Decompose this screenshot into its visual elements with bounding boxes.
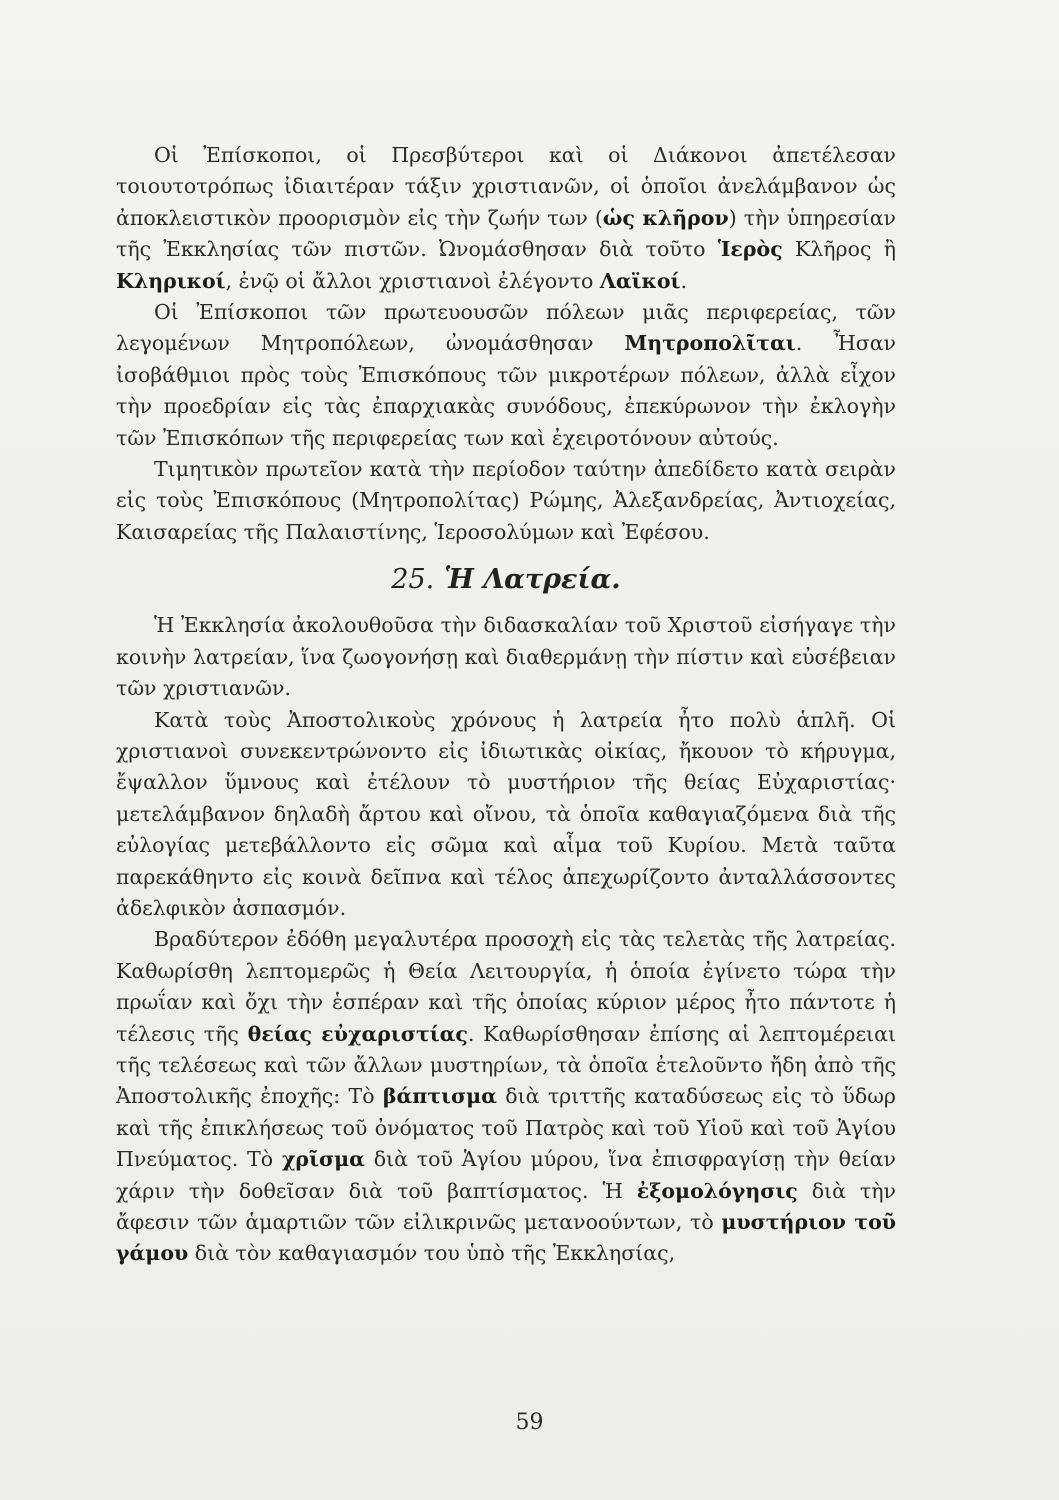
body-text [116,140,896,1270]
paragraph [116,705,896,925]
bold-term: χρῖσμα [281,1147,365,1172]
section-number: 25. [391,564,435,596]
bold-term: θείας εὐχαριστίας [247,1021,468,1046]
bold-term: βάπτισμα [382,1084,497,1109]
bold-term: Λαϊκοί [599,268,681,293]
bold-term: ὡς κλῆρον [602,205,729,230]
text-run: Τιμητικὸν πρωτεῖον κατὰ τὴν περίοδον ταύτην ἀπεδίδετο κατὰ σειρὰν εἰς τοὺς Ἐπισκόπους (Μητροπολίτας) Ρώμης, Ἀλεξανδρείας, Ἀντιοχείας, Καισαρείας τῆς Παλαιστίνης, Ἱεροσολύμων καὶ Ἐφέσου. [116,457,896,544]
paragraph [116,140,896,297]
bold-term: Ἱερὸς [717,237,783,262]
page-number: 59 [515,1410,544,1435]
section-title: Ἡ Λατρεία. [444,564,621,596]
text-run: . Ἦσαν ἰσοβάθμιοι πρὸς τοὺς Ἐπισκόπους τῶν μικροτέρων πόλεων, ἀλλὰ εἶχον τὴν προεδρίαν εἰς τὰς ἐπαρχιακὰς συνόδους, ἐπεκύρωνον τὴν ἐκλογὴν τῶν Ἐπισκόπων τῆς περιφερείας των καὶ ἐχειροτόνουν αὐτούς. [116,331,896,450]
paragraph [116,924,896,1269]
text-run: Οἱ Ἐπίσκοποι τῶν πρωτευουσῶν πόλεων μιᾶς περιφερείας, τῶν λεγομένων Μητροπόλεων, ὠνομάσθησαν [116,300,896,356]
paragraph [116,297,896,454]
section-heading [116,564,896,596]
text-run: Βραδύτερον ἐδόθη μεγαλυτέρα προσοχὴ εἰς τὰς τελετὰς τῆς λατρείας. Καθωρίσθη λεπτομερῶς ἡ Θεία Λειτουργία, ἡ ὁποία ἐγίνετο τώρα τὴν πρωΐαν καὶ ὄχι τὴν ἑσπέραν καὶ τῆς ὁποίας κύριον μέρος ἦτο πάντοτε ἡ τέλεσις τῆς [116,927,896,1046]
paragraph [116,610,896,704]
text-run: Κλῆρος ἢ [782,237,896,262]
text-run: διὰ τοῦ Ἁγίου μύρου, ἵνα ἐπισφραγίσῃ τὴν θείαν χάριν τὴν δοθεῖσαν διὰ τοῦ βαπτίσματος. Ἡ [116,1147,896,1203]
section-25-body [116,610,896,1270]
text-run: Κατὰ τοὺς Ἀποστολικοὺς χρόνους ἡ λατρεία ἦτο πολὺ ἁπλῆ. Οἱ χριστιανοὶ συνεκεντρώνοντο εἰς ἰδιωτικὰς οἰκίας, ἤκουον τὸ κήρυγμα, ἔψαλλον ὕμνους καὶ ἐτέλουν τὸ μυστήριον τῆς θείας Εὐχαριστίας· μετελάμβανον δηλαδὴ ἄρτου καὶ οἴνου, τὰ ὁποῖα καθαγιαζόμενα διὰ τῆς εὐλογίας μετεβάλλοντο εἰς σῶμα καὶ αἷμα τοῦ Κυρίου. Μετὰ ταῦτα παρεκάθηντο εἰς κοινὰ δεῖπνα καὶ τέλος ἀπεχωρίζοντο ἀνταλλάσσοντες ἀδελφικὸν ἀσπασμόν. [116,707,896,920]
section-24-end [116,140,896,548]
bold-term: μυστήριον τοῦ γάμου [116,1210,896,1266]
text-run: διὰ τριττῆς καταδύσεως εἰς τὸ ὕδωρ καὶ τῆς ἐπικλήσεως τοῦ ὀνόματος τοῦ Πατρὸς καὶ τοῦ Υἱοῦ καὶ τοῦ Ἁγίου Πνεύματος. Τὸ [116,1084,896,1172]
bold-term: Μητροπολῖται [624,331,796,356]
bold-term: ἐξομολόγησις [636,1178,798,1203]
paragraph [116,454,896,548]
text-run: διὰ τὴν ἄφεσιν τῶν ἁμαρτιῶν τῶν εἰλικρινῶς μετανοούντων, τὸ [116,1178,896,1234]
text-run: Ἡ Ἐκκλησία ἀκολουθοῦσα τὴν διδασκαλίαν τοῦ Χριστοῦ εἰσήγαγε τὴν κοινὴν λατρείαν, ἵνα ζωογονήσῃ καὶ διαθερμάνῃ τὴν πίστιν καὶ εὐσέβειαν τῶν χριστιανῶν. [116,613,896,701]
text-run: . Καθωρίσθησαν ἐπίσης αἱ λεπτομέρειαι τῆς τελέσεως καὶ τῶν ἄλλων μυστηρίων, τὰ ὁποῖα ἐτελοῦντο ἤδη ἀπὸ τῆς Ἀποστολικῆς ἐποχῆς: Τὸ [116,1021,896,1109]
text-run: , ἐνῷ οἱ ἄλλοι χριστιανοὶ ἐλέγοντο [225,268,600,293]
bold-term: Κληρικοί [116,268,226,293]
text-run: ) τὴν ὑπηρεσίαν τῆς Ἐκκλησίας τῶν πιστῶν. Ὠνομάσθησαν διὰ τοῦτο [116,205,897,262]
text-run: Οἱ Ἐπίσκοποι, οἱ Πρεσβύτεροι καὶ οἱ Διάκονοι ἀπετέλεσαν τοιουτοτρόπως ἰδιαιτέραν τάξιν χριστιανῶν, οἱ ὁποῖοι ἀνελάμβανον ὡς ἀποκλειστικὸν προορισμὸν εἰς τὴν ζωήν των ( [116,143,896,230]
text-run: διὰ τὸν καθαγιασμόν του ὑπὸ τῆς Ἐκκλησίας, [188,1241,676,1266]
text-run: . [680,268,688,293]
